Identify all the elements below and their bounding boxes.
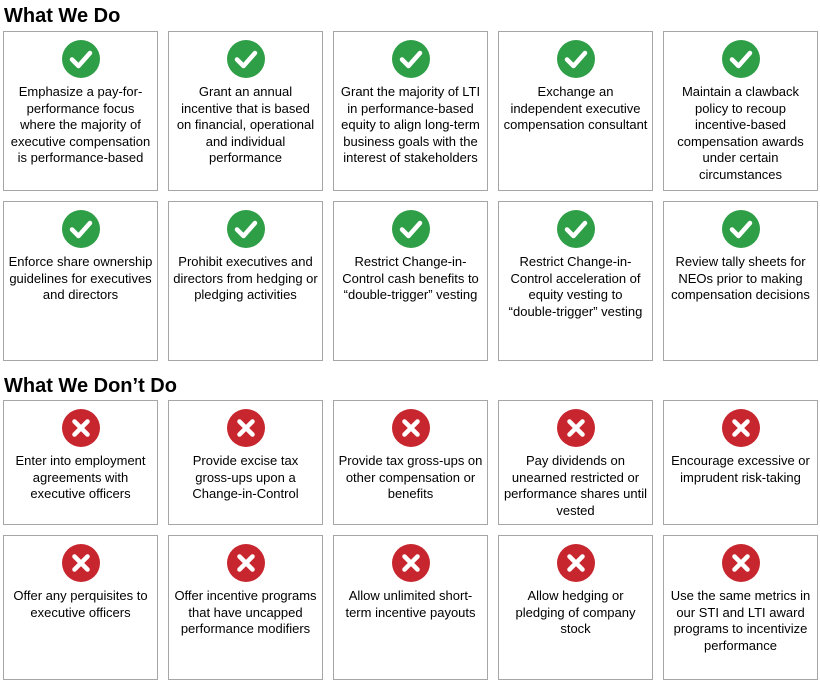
what-we-dont-do-title: What We Don’t Do bbox=[4, 375, 177, 397]
x-icon bbox=[392, 409, 430, 447]
dont-card-label: Allow unlimited short-term incentive payouts bbox=[345, 588, 476, 620]
do-card-label: Grant an annual incentive that is based on financial, operational and individual performance bbox=[176, 84, 315, 165]
x-icon bbox=[557, 409, 595, 447]
check-icon bbox=[557, 40, 595, 78]
do-card-label: Grant the majority of LTI in performance-based equity to align long-term business goals with the interest of stakeholders bbox=[340, 84, 481, 165]
dont-card-8 bbox=[333, 535, 488, 680]
dont-card-1 bbox=[3, 400, 158, 525]
do-card-10 bbox=[663, 201, 818, 361]
do-card-label: Exchange an independent executive compensation consultant bbox=[503, 84, 648, 132]
dont-card-7 bbox=[168, 535, 323, 680]
dont-card-2 bbox=[168, 400, 323, 525]
what-we-do-title: What We Do bbox=[4, 5, 121, 27]
do-card-4 bbox=[498, 31, 653, 191]
dont-card-label: Provide excise tax gross-ups upon a Change-in-Control bbox=[192, 453, 299, 501]
do-card-label: Maintain a clawback policy to recoup incentive-based compensation awards under certain circumstances bbox=[677, 84, 804, 182]
do-card-3 bbox=[333, 31, 488, 191]
x-icon bbox=[722, 544, 760, 582]
check-icon bbox=[392, 40, 430, 78]
x-icon bbox=[62, 409, 100, 447]
do-card-label: Restrict Change-in-Control acceleration of equity vesting to “double-trigger” vesting bbox=[508, 254, 643, 319]
x-icon bbox=[62, 544, 100, 582]
do-card-9 bbox=[498, 201, 653, 361]
do-card-label: Emphasize a pay-for-performance focus where the majority of executive compensation is performance-based bbox=[10, 84, 151, 165]
x-icon bbox=[227, 544, 265, 582]
check-icon bbox=[62, 210, 100, 248]
check-icon bbox=[722, 40, 760, 78]
dont-card-label: Enter into employment agreements with executive officers bbox=[15, 453, 146, 501]
x-icon bbox=[722, 409, 760, 447]
do-card-1 bbox=[3, 31, 158, 191]
dont-card-label: Pay dividends on unearned restricted or performance shares until vested bbox=[503, 453, 648, 518]
check-icon bbox=[722, 210, 760, 248]
do-card-7 bbox=[168, 201, 323, 361]
check-icon bbox=[557, 210, 595, 248]
check-icon bbox=[227, 210, 265, 248]
dont-card-6 bbox=[3, 535, 158, 680]
dont-card-label: Encourage excessive or imprudent risk-taking bbox=[671, 453, 810, 485]
dont-card-label: Provide tax gross-ups on other compensation or benefits bbox=[338, 453, 483, 501]
dont-card-3 bbox=[333, 400, 488, 525]
x-icon bbox=[227, 409, 265, 447]
dont-card-9 bbox=[498, 535, 653, 680]
dont-card-label: Offer incentive programs that have uncapped performance modifiers bbox=[174, 588, 317, 636]
what-we-dont-do-grid bbox=[3, 400, 818, 680]
do-card-5 bbox=[663, 31, 818, 191]
dont-card-label: Use the same metrics in our STI and LTI award programs to incentivize performance bbox=[670, 588, 811, 653]
dont-card-4 bbox=[498, 400, 653, 525]
what-we-do-grid bbox=[3, 31, 818, 361]
do-card-label: Enforce share ownership guidelines for executives and directors bbox=[8, 254, 153, 302]
x-icon bbox=[557, 544, 595, 582]
dont-card-10 bbox=[663, 535, 818, 680]
dont-card-label: Allow hedging or pledging of company stock bbox=[515, 588, 636, 636]
dont-card-label: Offer any perquisites to executive officers bbox=[13, 588, 148, 620]
do-card-8 bbox=[333, 201, 488, 361]
check-icon bbox=[392, 210, 430, 248]
x-icon bbox=[392, 544, 430, 582]
check-icon bbox=[227, 40, 265, 78]
do-card-6 bbox=[3, 201, 158, 361]
dont-card-5 bbox=[663, 400, 818, 525]
do-card-label: Restrict Change-in-Control cash benefits to “double-trigger” vesting bbox=[342, 254, 479, 302]
check-icon bbox=[62, 40, 100, 78]
do-card-label: Review tally sheets for NEOs prior to making compensation decisions bbox=[671, 254, 810, 302]
do-card-2 bbox=[168, 31, 323, 191]
do-card-label: Prohibit executives and directors from hedging or pledging activities bbox=[173, 254, 318, 302]
